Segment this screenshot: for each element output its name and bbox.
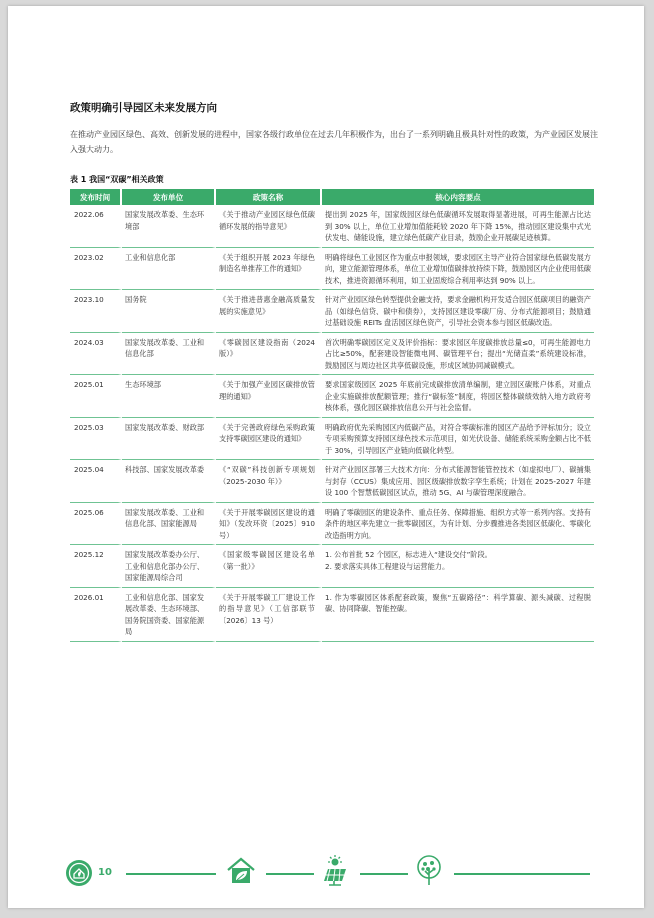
row-unit: 国家发展改革委、财政部 [122, 418, 216, 461]
row-content: 明确将绿色工业园区作为重点申报领域，要求园区主导产业符合国家绿色低碳发展方向，建立能源管理体系，单位工业增加值碳排放持续下降，鼓励园区内企业使用低碳技术，推进资源循环利用，如工业固废综合利用率达到 90% 以上。 [322, 248, 594, 291]
table-row [70, 333, 594, 376]
header-date: 发布时间 [70, 189, 122, 205]
row-unit: 工业和信息化部 [122, 248, 216, 291]
table-row [70, 503, 594, 546]
table-row [70, 248, 594, 291]
row-content: 要求国家级园区 2025 年底前完成碳排放清单编制，建立园区碳账户体系，对重点企业实施碳排放配额管理；推行“碳标签”制度，将园区整体碳绩效纳入地方政府考核体系，强化园区碳排放信息公开与社会监督。 [322, 375, 594, 418]
row-content: 针对产业园区部署三大技术方向：分布式能源智能管控技术（如虚拟电厂）、碳捕集与封存（CCUS）集成应用、园区级碳排放数字孪生系统；计划在 2025-2027 年建设 100 个智慧低碳园区试点，推动 5G、AI 与碳管理深度融合。 [322, 460, 594, 503]
footer-divider [126, 873, 216, 875]
row-date: 2022.06 [70, 205, 122, 248]
row-policy-name: 《关于推进普惠金融高质量发展的实施意见》 [216, 290, 322, 333]
row-unit: 科技部、国家发展改革委 [122, 460, 216, 503]
row-content: 明确了零碳园区的建设条件、重点任务、保障措施、组织方式等一系列内容。支持有条件的地区率先建立一批零碳园区，为有计划、分步骤推进各类园区低碳化、零碳化改造指明方向。 [322, 503, 594, 546]
row-policy-name: 《“双碳”科技创新专项规划（2025-2030 年）》 [216, 460, 322, 503]
page-number: 10 [98, 867, 112, 878]
house-leaf-icon [224, 854, 258, 892]
row-content: 提出到 2025 年，国家级园区绿色低碳循环发展取得显著进展，可再生能源占比达到 30% 以上，单位工业增加值能耗较 2020 年下降 15%，推动园区建设集中式光伏发电、储能设施，建立绿色低碳产业目录，鼓励企业开展碳足迹核算。 [322, 205, 594, 248]
footer-divider [360, 873, 408, 875]
row-date: 2024.03 [70, 333, 122, 376]
row-date: 2025.03 [70, 418, 122, 461]
row-content: 1. 公布首批 52 个园区，标志进入“建设交付”阶段。 2. 要求落实具体工程建设与运营能力。 [322, 545, 594, 588]
row-policy-name: 《关于完善政府绿色采购政策支持零碳园区建设的通知》 [216, 418, 322, 461]
row-date: 2023.10 [70, 290, 122, 333]
page-footer [8, 860, 644, 900]
row-policy-name: 《关于推动产业园区绿色低碳循环发展的指导意见》 [216, 205, 322, 248]
row-content: 1. 作为零碳园区体系配套政策，聚焦“五碳路径”：科学算碳、源头减碳、过程脱碳、协同降碳、智能控碳。 [322, 588, 594, 642]
table-row [70, 545, 594, 588]
table-row [70, 460, 594, 503]
row-unit: 国家发展改革委办公厅、工业和信息化部办公厅、国家能源局综合司 [122, 545, 216, 588]
row-unit: 国务院 [122, 290, 216, 333]
tree-icon [412, 854, 446, 892]
table-row [70, 290, 594, 333]
row-policy-name: 《关于开展零碳园区建设的通知》（发改环资〔2025〕910 号） [216, 503, 322, 546]
section-heading: 政策明确引导园区未来发展方向 [70, 102, 217, 114]
intro-paragraph: 在推动产业园区绿色、高效、创新发展的进程中，国家各级行政单位在过去几年积极作为，出台了一系列明确且极具针对性的政策，为产业园区发展注入强大动力。 [70, 130, 598, 154]
table-row [70, 418, 594, 461]
row-policy-name: 《关于加强产业园区碳排放管理的通知》 [216, 375, 322, 418]
row-date: 2025.01 [70, 375, 122, 418]
row-unit: 国家发展改革委、工业和信息化部 [122, 333, 216, 376]
policy-table [70, 189, 594, 642]
home-leaf-icon [66, 860, 92, 886]
header-content: 核心内容要点 [322, 189, 594, 205]
page [8, 6, 644, 908]
row-policy-name: 《零碳园区建设指南（2024 版）》 [216, 333, 322, 376]
row-date: 2026.01 [70, 588, 122, 642]
row-content: 首次明确零碳园区定义及评价指标：要求园区年度碳排放总量≤0，可再生能源电力占比≥50%，配套建设智能微电网、碳管理平台；提出“光储直柔”系统建设标准，鼓励园区与周边社区共享低碳设施，形成区域协同减碳模式。 [322, 333, 594, 376]
row-date: 2025.06 [70, 503, 122, 546]
row-unit: 工业和信息化部、国家发展改革委、生态环境部、国务院国资委、国家能源局 [122, 588, 216, 642]
row-unit: 生态环境部 [122, 375, 216, 418]
table-row [70, 205, 594, 248]
footer-divider [266, 873, 314, 875]
row-policy-name: 《国家级零碳园区建设名单（第一批）》 [216, 545, 322, 588]
footer-divider [454, 873, 590, 875]
row-date: 2025.04 [70, 460, 122, 503]
table-header-row [70, 189, 594, 205]
header-policy-name: 政策名称 [216, 189, 322, 205]
row-content: 针对产业园区绿色转型提供金融支持，要求金融机构开发适合园区低碳项目的融资产品（如绿色信贷、碳中和债券），支持园区建设零碳厂房、分布式能源项目；鼓励通过基础设施 REITs 盘活园区绿色资产，引导社会资本参与园区低碳改造。 [322, 290, 594, 333]
row-policy-name: 《关于组织开展 2023 年绿色制造名单推荐工作的通知》 [216, 248, 322, 291]
table-caption: 表 1 我国“双碳”相关政策 [70, 175, 164, 184]
row-unit: 国家发展改革委、生态环境部 [122, 205, 216, 248]
row-date: 2025.12 [70, 545, 122, 588]
row-date: 2023.02 [70, 248, 122, 291]
header-unit: 发布单位 [122, 189, 216, 205]
table-row [70, 375, 594, 418]
solar-panel-icon [318, 854, 352, 892]
row-unit: 国家发展改革委、工业和信息化部、国家能源局 [122, 503, 216, 546]
row-policy-name: 《关于开展零碳工厂建设工作的指导意见》（工信部联节〔2026〕13 号） [216, 588, 322, 642]
row-content: 明确政府优先采购园区内低碳产品，对符合零碳标准的园区产品给予评标加分；设立专项采购预算支持园区绿色技术示范项目，如光伏设备、储能系统采购金额占比不低于 30%，引导园区产业链向低碳化转型。 [322, 418, 594, 461]
table-row [70, 588, 594, 642]
